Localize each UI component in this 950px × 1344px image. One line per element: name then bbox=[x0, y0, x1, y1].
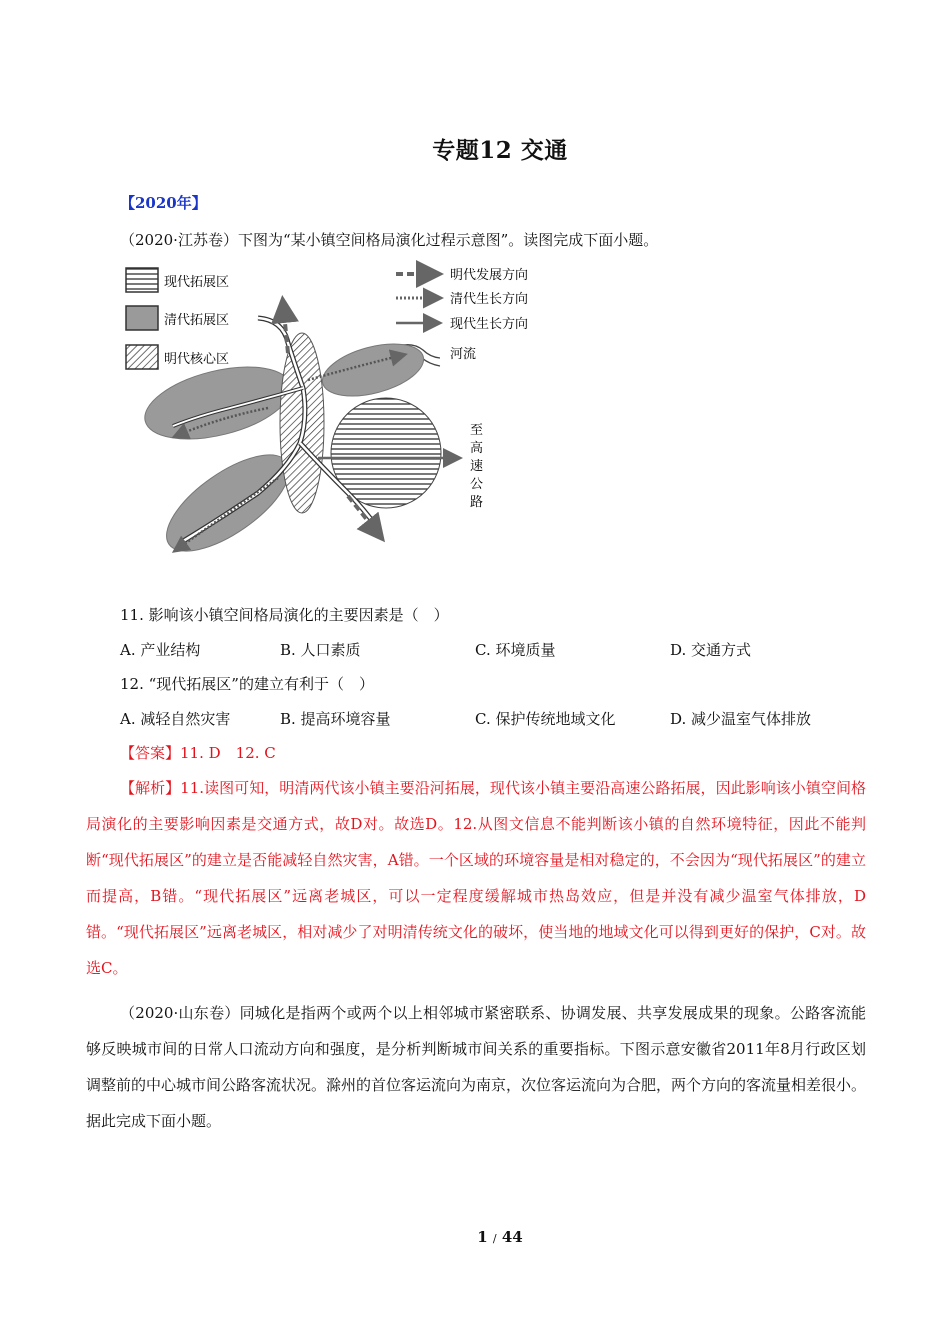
legend-river-label: 河流 bbox=[450, 347, 477, 362]
town-evolution-diagram bbox=[118, 258, 538, 563]
legend-qing-swatch bbox=[126, 306, 158, 330]
legend-ming-direction-label: 明代发展方向 bbox=[450, 268, 529, 283]
shandong-passage: （2020·山东卷）同城化是指两个或两个以上相邻城市紧密联系、协调发展、共享发展成果的现象。公路客流能够反映城市间的日常人口流动方向和强度，是分析判断城市间关系的重要指标。下图示意安徽省2011年8月行政区划调整前的中心城市间公路客流状况。滁州的首位客运流向为南京，次位客运流向为合肥，两个方向的客流量相差很小。据此完成下面小题。 bbox=[86, 1004, 867, 1130]
question-12-option-b: B. 提高环境容量 bbox=[280, 710, 391, 728]
question-12-option-a: A. 减轻自然灾害 bbox=[120, 710, 231, 728]
question-11-option-d: D. 交通方式 bbox=[670, 641, 752, 659]
question-intro: （2020·江苏卷）下图为“某小镇空间格局演化过程示意图”。读图完成下面小题。 bbox=[120, 231, 659, 249]
highway-label-3: 速 bbox=[470, 459, 484, 474]
legend-modern-label: 现代拓展区 bbox=[164, 275, 230, 290]
answer-text: 11. D 12. C bbox=[180, 744, 276, 762]
question-11-option-c: C. 环境质量 bbox=[475, 641, 556, 659]
qing-zone-west bbox=[137, 354, 298, 452]
question-12-stem: 12. “现代拓展区”的建立有利于（ ） bbox=[120, 675, 374, 693]
legend-ming-label: 明代核心区 bbox=[164, 352, 230, 367]
legend-qing-label: 清代拓展区 bbox=[164, 313, 230, 328]
page-title: 专题12 交通 bbox=[432, 137, 568, 164]
legend-modern-direction-label: 现代生长方向 bbox=[450, 317, 529, 332]
page-separator: / bbox=[492, 1232, 497, 1245]
highway-label-2: 高 bbox=[470, 441, 484, 456]
highway-label-1: 至 bbox=[470, 423, 484, 438]
town-evolution-figure bbox=[118, 258, 538, 563]
analysis-text: 【解析】11.读图可知，明清两代该小镇主要沿河拓展，现代该小镇主要沿高速公路拓展，因此影响该小镇空间格局演化的主要影响因素是交通方式，故D对。故选D。12.从图文信息不能判断该小镇的自然环境特征，因此不能判断“现代拓展区”的建立是否能减轻自然灾害，A错。一个区域的环境容量是相对稳定的，不会因为“现代拓展区”的建立而提高，B错。“现代拓展区”远离老城区，可以一定程度缓解城市热岛效应，但是并没有减少温室气体排放，D错。“现代拓展区”远离老城区，相对减少了对明清传统文化的破坏，使当地的地域文化可以得到更好的保护，C对。故选C。 bbox=[86, 779, 866, 977]
highway-label-4: 公 bbox=[470, 477, 484, 492]
legend-qing-direction-label: 清代生长方向 bbox=[450, 292, 529, 307]
legend-modern-swatch bbox=[126, 268, 158, 292]
question-11-stem: 11. 影响该小镇空间格局演化的主要因素是（ ） bbox=[120, 606, 449, 624]
page-current: 1 bbox=[477, 1228, 488, 1246]
answer-label: 【答案】 bbox=[120, 744, 181, 762]
question-12-option-d: D. 减少温室气体排放 bbox=[670, 710, 812, 728]
page-number bbox=[0, 1228, 950, 1246]
year-tag: 【2020年】 bbox=[120, 194, 207, 212]
highway-label-5: 路 bbox=[470, 495, 484, 510]
question-12-option-c: C. 保护传统地域文化 bbox=[475, 710, 616, 728]
answer-line bbox=[120, 742, 276, 763]
question-11-option-a: A. 产业结构 bbox=[120, 641, 201, 659]
page-total: 44 bbox=[501, 1228, 523, 1246]
question-11-option-b: B. 人口素质 bbox=[280, 641, 361, 659]
legend-ming-swatch bbox=[126, 345, 158, 369]
